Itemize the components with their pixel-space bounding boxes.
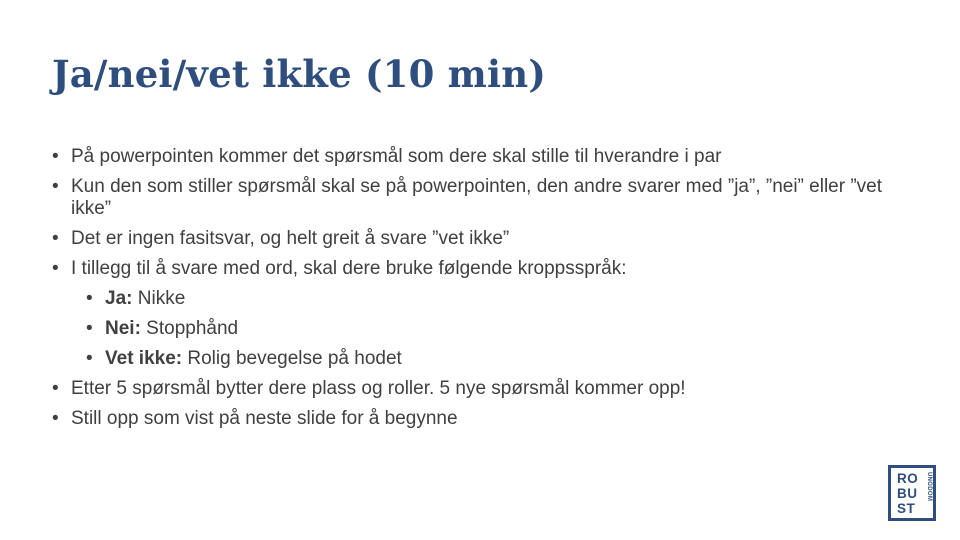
bullet-item: • På powerpointen kommer det spørsmål som dere skal stille til hverandre i par xyxy=(52,146,902,168)
sub-bullet-nei xyxy=(52,318,902,340)
bullet-list xyxy=(52,146,902,438)
bullet-item: • Det er ingen fasitsvar, og helt greit å svare ”vet ikke” xyxy=(52,228,902,250)
sub-bullet-vet-ikke xyxy=(52,348,902,370)
logo-line: BU xyxy=(897,486,918,501)
bullet-item: • Kun den som stiller spørsmål skal se på powerpointen, den andre svarer med ”ja”, ”nei” eller ”vet ikke” xyxy=(52,176,902,220)
sub-bullet-label: Nei: xyxy=(105,318,141,339)
sub-bullet-label: Vet ikke: xyxy=(105,348,183,369)
sub-bullet-text: Stopphånd xyxy=(140,318,239,339)
sub-bullet-label: Ja: xyxy=(105,288,133,309)
slide-title: Ja/nei/vet ikke (10 min) xyxy=(52,52,547,96)
logo-line: ST xyxy=(897,501,916,516)
sub-bullet-ja xyxy=(52,288,902,310)
sub-bullet-text: Nikke xyxy=(132,288,186,309)
bullet-item: • I tillegg til å svare med ord, skal dere bruke følgende kroppsspråk: xyxy=(52,258,902,280)
sub-bullet-text: Rolig bevegelse på hodet xyxy=(182,348,402,369)
logo-letters xyxy=(897,471,918,516)
bullet-item: • Etter 5 spørsmål bytter dere plass og roller. 5 nye spørsmål kommer opp! xyxy=(52,378,902,400)
robust-ungdom-logo xyxy=(888,465,936,521)
logo-side-text: UNGDOM xyxy=(926,472,932,502)
bullet-item: • Still opp som vist på neste slide for å begynne xyxy=(52,408,902,430)
logo-line: RO xyxy=(897,471,919,486)
